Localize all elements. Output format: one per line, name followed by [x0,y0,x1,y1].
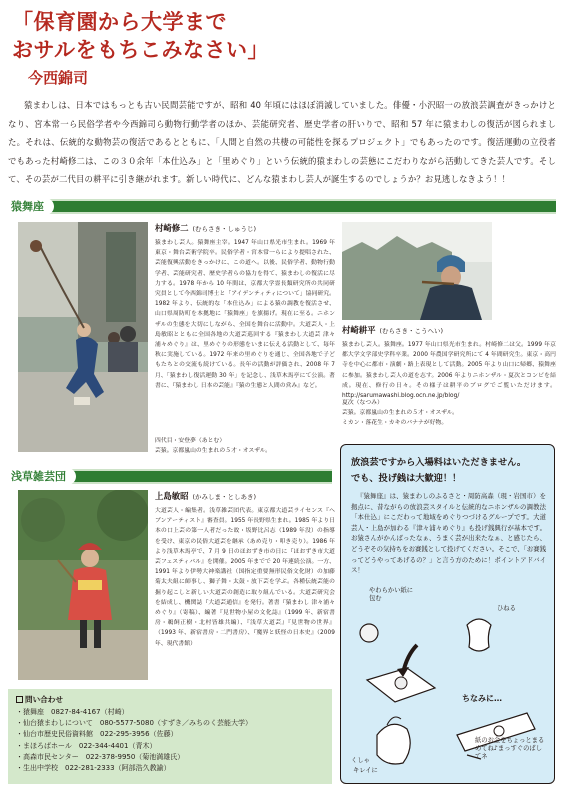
kohei-name: 村崎耕平 [342,325,376,335]
photo-street-performance [18,222,148,452]
contact-item: ・生出中学校 022-281-2333（阿部浩久教諭） [16,764,171,773]
contact-item: ・仙台市歴史民俗資料館 022-295-3956（佐藤） [16,730,178,739]
ueshima-name: 上島敏昭 [155,491,189,501]
intro-paragraph: 猿まわしは、日本ではもっとも古い民間芸能ですが、昭和 40 年頃にはほぼ消滅していました。俳優・小沢昭一の放浪芸調査がきっかけとなり、宮本常一ら民俗学者や今西錦司ら動物行動学者のほか、芸能研究者、歴史学者の肝いりで、昭和 57 年に猿まわしの復活が図られました。それは、伝統的な動物芸の復活であるとともに、「人間と自然の共棲の可能性を探るプロジェクト」でもあったのです。復活運動の立役者でもあった村崎修二は、この３０余年「本仕込み」と「里めぐり」という伝統的猿まわしの芸態にこだわりながら活動してきた芸人です。そして、その芸が二代目の耕平に引き継がれます。新しい時代に、どんな猿まわし芸人が誕生するのでしょうか？お見逃しなきよう！！ [8,100,556,184]
contact-title [16,694,324,705]
checkbox-square-icon [16,696,23,703]
kohei-reading: (むらさき・こうへい) [379,327,444,335]
performer-name-shuji [155,222,256,234]
notice-heading-line-1: 放浪芸ですから入場料はいただきません。 [351,457,527,468]
performer-name-ueshima [155,490,256,502]
notice-body: 『猿舞座』は、猿まわしのふるさと・周防高森（現・岩国市）を拠点に、昔ながらの放浪芸スタイルと伝統的なニホンザルの調教法「本仕込」にこだわって地域をめぐりつづけるグループです。大道芸人・上島が加わる『津々浦々めぐり』も投げ銭興行が基本です。お猿さんがかんばったなぁ、うまく芸が出来たなぁ、と感じたら、どうぞその気持ちをお賽銭として投げてください。そこで、「お賽銭ってどうやってあげるの？」と言う方のために！ポイントアドバイス！ [351,492,546,575]
photo-flute-player [342,222,492,320]
handwritten-kusha: くしゃ [351,757,370,764]
shuji-monkey-note: 四代目・安登夢（あとむ） 芸猿。京都嵐山の生まれの５才・オスザル。 [155,438,272,455]
ueshima-bio: 大道芸人・編集者。浅草雑芸団代表。東京都大道芸ライセンス『ヘブンアーティスト』審査員。1955 年長野県生まれ。1985 年より日本の口上芸の第一人者だった故・坂野比呂志（1989 年没）の指導を受け、東京の民俗大道芸を継承（あめ売り・叩き売り）。1986 年より浅草木馬亭で、7 月 9 日のほおずき市の日に『ほおずき市大道芸フェスティバル』を開催。2005 年までで 20 年連続公演。一方、1991 年より伊勢大神楽講社（国指定重要無形民俗文化財）の加藤菊太夫組に師事し、獅子舞・太鼓・放下芸を学ぶ。各種伝統芸能の掘り起こしと新しい大道芸の創造に取り組んでいる。大道芸研究会を結成し、機関誌『大道芸通信』を発行。著書『猿まわし 津々浦々めぐり』（寄稿）、編著『見世物小屋の文化誌』（1999 年、新宿書房・鵜飼正樹・北村皆雄共編）、『浅草大道芸』『見世物の世界』（1993 年、新宿書房・二門書房）、『魔界と妖怪の日本史』（2009 年、現代書館） [155,508,335,647]
contact-list [16,707,324,774]
shuji-name: 村崎修二 [155,223,189,233]
shuji-bio: 猿まわし芸人。猿舞座主宰。1947 年山口県光市生まれ。1969 年東京・舞台芸術学院卒。民俗学者・宮本常一らにより提唱された、芸能復興活動をきっかけに、この道へ。以後、民俗学者、動物行動学者、芸能研究者、歴史学者らの協力を得て、猿まわしの復活に尽力する。1978 年から 10 年間は、京都大学霊長類研究所の共同研究員として今西錦司博士と「アイデンティティについて」協同研究。1982 年より、伝統的な「本仕込み」による猿の調教を復活させ、山口県周防町を本拠地に「猿舞座」を旗揚げ。現在に至る。ニホンザルの生態を大切にしながら、全国を舞台に活動中。大道芸人・上島敏昭とともに全国各地の大道芸巡回する『猿まわし大道芸 津々浦々めぐり』は、里めぐりの形態をいまに伝える活動として、毎年秋に実施している。1972 年来の里めぐりを通じ、全国各地で子どもたちとの交流も続けている。長年の活動が評価され、2008 年 7 月、「猿まわし復活運動 30 年」を記念し、浅草木馬亭にて公演。著書に、『猿まわし 日本の芸能』『猿の生態と人間の営み』など。 [155,240,335,389]
contact-item: ・まほろばホール 022-344-4401（青木） [16,741,157,750]
handwritten-bill-note: 紙のお金をちょっとまるめてね♪まっすぐのばしてネ [475,737,545,760]
title-line-2: おサルをもちこみなさい」 [12,37,269,62]
section-label-sarumaiza: 猿舞座 [8,198,54,215]
handwritten-kirei: キレイに [353,767,378,774]
contact-box [8,689,332,784]
section-bar-asakusa [8,469,332,484]
handwritten-chinami: ちなみに… [462,694,502,703]
tip-notice-box [340,444,555,784]
tip-illustration [347,585,550,780]
kohei-monkey-note: 夏次（なつみ） 芸猿。京都嵐山の生まれの５才・オスザル。 ミカン・落花生・カキのバナナが好物。 [342,400,459,427]
shuji-reading: (むらさき・しゅうじ) [192,225,257,233]
section-label-asakusa: 浅草雑芸団 [8,468,76,485]
section-bar-sarumaiza [8,199,556,214]
performer-name-kohei [342,324,443,336]
photo-costumed-performer [18,490,148,680]
contact-item: ・仙台猿まわしについて 080-5577-5080（すずき／みちのく芸能大学） [16,719,252,728]
author-name: 今西錦司 [28,69,89,87]
handwritten-coin-note: やわらかい紙に包む [369,587,414,602]
ueshima-reading: (かみしま・としあき) [192,493,257,501]
handwritten-twist-note: ひねる [497,605,516,612]
notice-heading-line-2: でも、投げ銭は大歓迎！！ [351,472,462,484]
page-title [12,8,432,64]
contact-item: ・高森市民センター 022-378-9950（菊池満雄氏） [16,752,185,761]
contact-item: ・猿舞座 0827-84-4167（村崎） [16,708,129,716]
title-line-1: 「保育園から大学まで [12,9,227,34]
notice-heading [351,455,546,486]
contact-title-text: 問い合わせ [25,695,63,704]
kohei-bio: 猿まわし芸人。猿舞座。1977 年山口県光市生まれ。村崎修二は父。1999 年京都大学文学部史学科卒業。2000 年農国学研究所にて 4 年間研究生。東京・高円寺を中心に都市・演劇・路上表現として活動。2005 年より山口に帰郷、猿舞座に参加。猿まわし芸人の道を志す。2006 年よりニホンザル・夏次とコンビを結成。現在、修行の日々。その様子は耕平のブログでご覧いただけます。http://sarumawashi.blog.ocn.ne.jp/blog/ [342,342,556,400]
